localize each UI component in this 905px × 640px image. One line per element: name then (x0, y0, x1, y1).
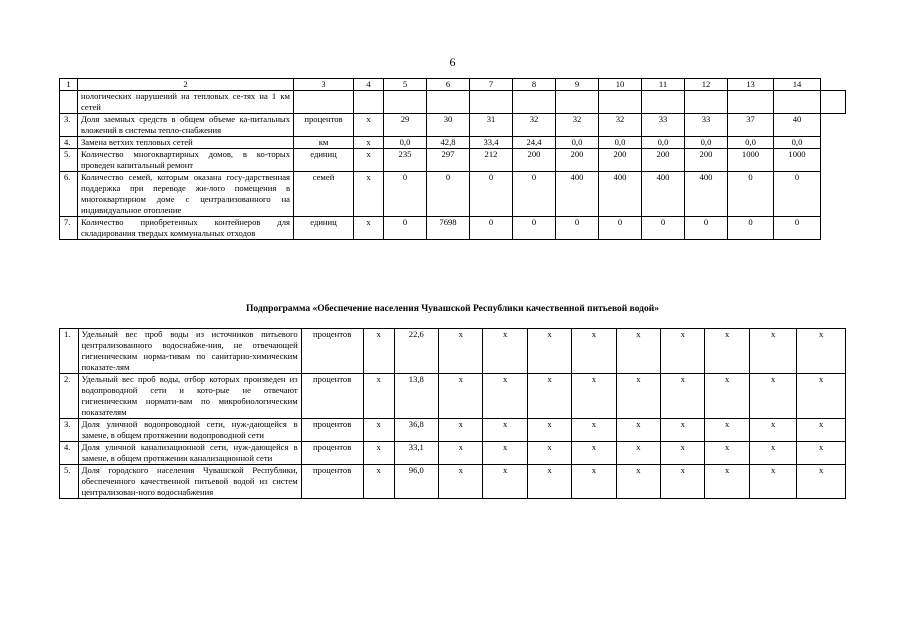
value-cell: х (572, 329, 616, 374)
value-cell: 0,0 (556, 137, 599, 149)
table-row (60, 149, 846, 172)
value-cell: х (749, 374, 797, 419)
indicator-name-cell: нологических нарушений на тепловых се-тях на 1 км сетей (78, 91, 294, 114)
value-cell: х (439, 442, 483, 465)
value-cell: х (363, 419, 394, 442)
value-cell: 22,6 (394, 329, 438, 374)
value-cell: 400 (556, 172, 599, 217)
column-number-cell: 11 (642, 79, 685, 91)
value-cell: х (797, 329, 846, 374)
value-cell: х (705, 465, 749, 499)
value-cell: х (572, 465, 616, 499)
unit-cell (294, 91, 354, 114)
column-number-row (60, 79, 846, 91)
value-cell: 0 (774, 217, 821, 240)
column-number-cell: 4 (354, 79, 384, 91)
value-cell: 40 (774, 114, 821, 137)
table-row (60, 114, 846, 137)
value-cell: 36,8 (394, 419, 438, 442)
value-cell: 200 (599, 149, 642, 172)
indicator-name-cell: Доля уличной водопроводной сети, нуж-дающейся в замене, в общем протяжении водопроводной сети (78, 419, 301, 442)
row-number-cell: 4. (60, 137, 78, 149)
unit-cell: процентов (294, 114, 354, 137)
unit-cell: процентов (301, 419, 363, 442)
value-cell (728, 91, 774, 114)
value-cell: х (797, 465, 846, 499)
row-number-cell: 2. (60, 374, 79, 419)
value-cell: 0 (513, 217, 556, 240)
value-cell (384, 91, 427, 114)
value-cell: 200 (642, 149, 685, 172)
value-cell: 0 (384, 172, 427, 217)
value-cell (427, 91, 470, 114)
value-cell: х (483, 329, 527, 374)
value-cell: х (439, 329, 483, 374)
column-number-cell: 8 (513, 79, 556, 91)
value-cell: 29 (384, 114, 427, 137)
value-cell: 0 (774, 172, 821, 217)
indicator-name-cell: Количество многоквартирных домов, в ко-торых проведен капитальный ремонт (78, 149, 294, 172)
value-cell: х (616, 374, 660, 419)
value-cell: 0 (427, 172, 470, 217)
value-cell: х (749, 442, 797, 465)
row-number-cell: 1. (60, 329, 79, 374)
column-number-cell: 10 (599, 79, 642, 91)
value-cell: х (354, 217, 384, 240)
indicators-table-water (59, 328, 846, 499)
value-cell: х (661, 465, 705, 499)
value-cell: 32 (599, 114, 642, 137)
value-cell: 200 (556, 149, 599, 172)
column-number-cell: 7 (470, 79, 513, 91)
value-cell: х (354, 114, 384, 137)
value-cell: 32 (513, 114, 556, 137)
value-cell: х (527, 465, 571, 499)
value-cell: х (527, 329, 571, 374)
value-cell: 0 (470, 217, 513, 240)
value-cell: х (354, 172, 384, 217)
value-cell: х (483, 442, 527, 465)
value-cell: 32 (556, 114, 599, 137)
row-number-cell: 6. (60, 172, 78, 217)
row-number-cell: 4. (60, 442, 79, 465)
value-cell: 0 (685, 217, 728, 240)
value-cell: х (661, 419, 705, 442)
value-cell: х (749, 329, 797, 374)
column-number-cell: 5 (384, 79, 427, 91)
value-cell: х (363, 374, 394, 419)
value-cell (685, 91, 728, 114)
value-cell: х (616, 329, 660, 374)
table-row (60, 465, 846, 499)
column-number-cell: 2 (78, 79, 294, 91)
value-cell: 42,8 (427, 137, 470, 149)
value-cell: 0 (513, 172, 556, 217)
value-cell: х (483, 419, 527, 442)
unit-cell: процентов (301, 442, 363, 465)
value-cell: х (705, 374, 749, 419)
value-cell (470, 91, 513, 114)
value-cell: х (797, 374, 846, 419)
value-cell: х (749, 465, 797, 499)
value-cell: 200 (685, 149, 728, 172)
indicator-name-cell: Доля городского населения Чувашской Республики, обеспеченного качественной питьевой водой из систем централизован-ного водоснабжения (78, 465, 301, 499)
value-cell: 24,4 (513, 137, 556, 149)
value-cell: х (705, 329, 749, 374)
row-number-cell: 5. (60, 149, 78, 172)
value-cell: х (527, 419, 571, 442)
value-cell: 0 (599, 217, 642, 240)
value-cell: х (527, 442, 571, 465)
value-cell: х (661, 442, 705, 465)
value-cell: 1000 (774, 149, 821, 172)
column-number-cell: 6 (427, 79, 470, 91)
value-cell: 0 (470, 172, 513, 217)
value-cell (774, 91, 821, 114)
table-row (60, 172, 846, 217)
value-cell: х (616, 442, 660, 465)
value-cell (513, 91, 556, 114)
value-cell: 212 (470, 149, 513, 172)
value-cell: 0,0 (384, 137, 427, 149)
value-cell: 31 (470, 114, 513, 137)
column-number-cell: 1 (60, 79, 78, 91)
value-cell: х (572, 419, 616, 442)
value-cell: х (749, 419, 797, 442)
value-cell: 0,0 (642, 137, 685, 149)
column-number-cell: 13 (728, 79, 774, 91)
indicator-name-cell: Удельный вес проб воды, отбор которых произведен из водопроводной сети и кото-рые не отвечают гигиеническим нормати-вам по микробиологическим показателям (78, 374, 301, 419)
value-cell (599, 91, 642, 114)
value-cell (642, 91, 685, 114)
row-number-cell: 3. (60, 419, 79, 442)
indicator-name-cell: Удельный вес проб воды из источников питьевого централизованного водоснабже-ния, не отвечающей гигиеническим норма-тивам по санитарно-химическим показате-лям (78, 329, 301, 374)
value-cell: 30 (427, 114, 470, 137)
value-cell: х (616, 419, 660, 442)
value-cell: 13,8 (394, 374, 438, 419)
value-cell: 0,0 (685, 137, 728, 149)
value-cell: 96,0 (394, 465, 438, 499)
value-cell: 297 (427, 149, 470, 172)
value-cell: 400 (685, 172, 728, 217)
value-cell: х (439, 419, 483, 442)
table-row (60, 419, 846, 442)
column-number-cell: 12 (685, 79, 728, 91)
value-cell: 0 (556, 217, 599, 240)
unit-cell: процентов (301, 465, 363, 499)
indicator-name-cell: Доля уличной канализационной сети, нуж-дающейся в замене, в общем протяжении канализационной сети (78, 442, 301, 465)
value-cell: 33,4 (470, 137, 513, 149)
unit-cell: процентов (301, 329, 363, 374)
value-cell: х (439, 374, 483, 419)
value-cell: 235 (384, 149, 427, 172)
value-cell: х (797, 419, 846, 442)
indicator-name-cell: Доля заемных средств в общем объеме ка-питальных вложений в системы тепло-снабжения (78, 114, 294, 137)
value-cell: 400 (599, 172, 642, 217)
unit-cell: процентов (301, 374, 363, 419)
value-cell: х (661, 329, 705, 374)
column-number-cell: 14 (774, 79, 821, 91)
value-cell: х (363, 442, 394, 465)
value-cell: 400 (642, 172, 685, 217)
value-cell (821, 91, 846, 114)
column-number-cell: 3 (294, 79, 354, 91)
value-cell: 0,0 (774, 137, 821, 149)
value-cell: 33 (685, 114, 728, 137)
value-cell: х (705, 442, 749, 465)
value-cell (354, 91, 384, 114)
value-cell: х (483, 465, 527, 499)
value-cell: х (354, 137, 384, 149)
row-number-cell: 5. (60, 465, 79, 499)
table-row (60, 329, 846, 374)
table-row (60, 374, 846, 419)
column-number-cell: 9 (556, 79, 599, 91)
table-row (60, 217, 846, 240)
unit-cell: единиц (294, 217, 354, 240)
value-cell: х (439, 465, 483, 499)
value-cell: х (572, 442, 616, 465)
value-cell: х (616, 465, 660, 499)
value-cell: 0 (728, 217, 774, 240)
unit-cell: семей (294, 172, 354, 217)
table-row (60, 91, 846, 114)
indicators-table-heating (59, 78, 846, 240)
value-cell: 0,0 (728, 137, 774, 149)
value-cell: х (483, 374, 527, 419)
row-number-cell: 3. (60, 114, 78, 137)
value-cell: 33 (642, 114, 685, 137)
unit-cell: км (294, 137, 354, 149)
value-cell: 7698 (427, 217, 470, 240)
value-cell: 0 (384, 217, 427, 240)
value-cell: х (354, 149, 384, 172)
value-cell: х (363, 329, 394, 374)
value-cell: 37 (728, 114, 774, 137)
value-cell: х (363, 465, 394, 499)
value-cell: х (527, 374, 571, 419)
value-cell: 33,1 (394, 442, 438, 465)
page-number: 6 (449, 55, 456, 69)
value-cell: 1000 (728, 149, 774, 172)
value-cell: 0 (642, 217, 685, 240)
value-cell: 200 (513, 149, 556, 172)
value-cell: 0,0 (599, 137, 642, 149)
value-cell: х (661, 374, 705, 419)
indicator-name-cell: Количество семей, которым оказана госу-дарственная поддержка при переводе жи-лого помещения в многоквартирном доме с централизованного на индивидуальное отопление (78, 172, 294, 217)
value-cell (556, 91, 599, 114)
row-number-cell (60, 91, 78, 114)
value-cell: х (572, 374, 616, 419)
unit-cell: единиц (294, 149, 354, 172)
indicator-name-cell: Количество приобретенных контейнеров для складирования твердых коммунальных отходов (78, 217, 294, 240)
indicator-name-cell: Замена ветхих тепловых сетей (78, 137, 294, 149)
table-row (60, 137, 846, 149)
value-cell: х (705, 419, 749, 442)
value-cell: х (797, 442, 846, 465)
row-number-cell: 7. (60, 217, 78, 240)
table-row (60, 442, 846, 465)
subprogram-title: Подпрограмма «Обеспечение населения Чувашской Республики качественной питьевой водой» (246, 304, 659, 314)
value-cell: 0 (728, 172, 774, 217)
